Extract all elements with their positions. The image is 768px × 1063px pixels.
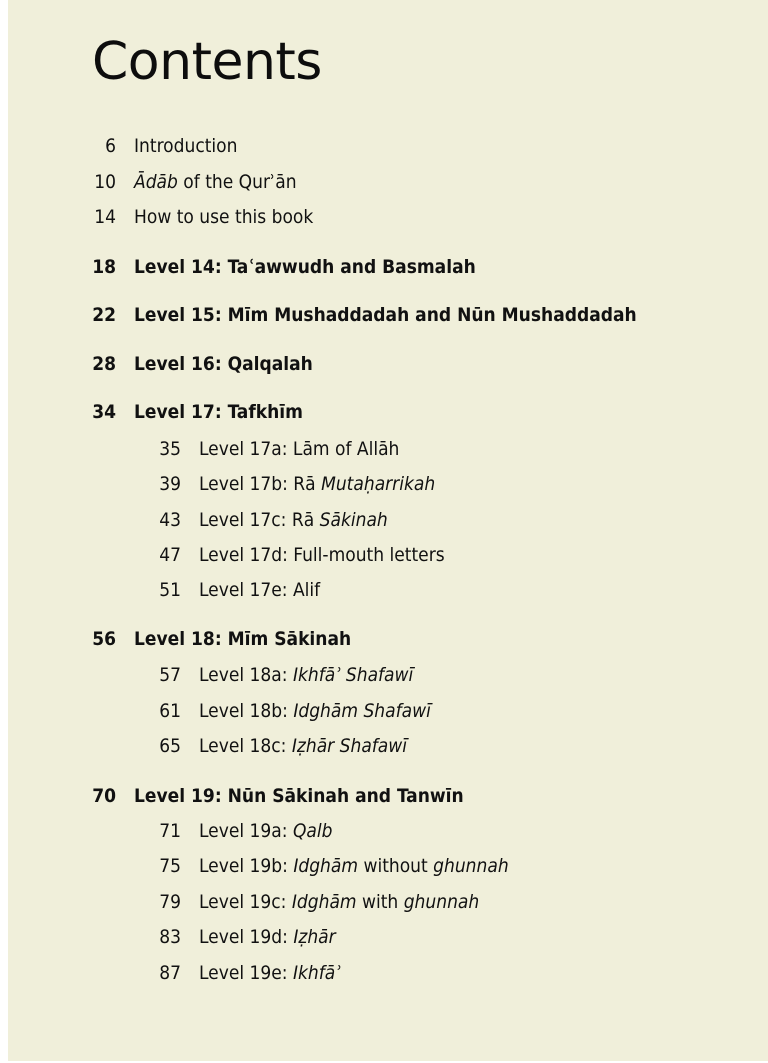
entry-title bbox=[199, 511, 388, 530]
page-number: 18 bbox=[92, 256, 116, 278]
italic-term: Ādāb bbox=[134, 171, 178, 193]
title-text: Level 18c: bbox=[199, 735, 292, 757]
page-number: 61 bbox=[159, 700, 181, 722]
page-title: Contents bbox=[92, 32, 322, 92]
entry-title bbox=[134, 630, 351, 649]
title-text: Level 18b: bbox=[199, 700, 294, 722]
entry-title bbox=[199, 546, 445, 565]
italic-term: Idghām bbox=[293, 855, 359, 877]
entry-title bbox=[134, 173, 297, 192]
page-number: 83 bbox=[159, 926, 181, 948]
title-text: Level 18: Mīm Sākinah bbox=[134, 628, 352, 650]
entry-title bbox=[199, 822, 332, 841]
entry-title bbox=[134, 306, 637, 325]
page-number: 47 bbox=[159, 544, 181, 566]
title-text: Level 14: Taʿawwudh and Basmalah bbox=[134, 256, 476, 278]
page-number: 75 bbox=[159, 855, 181, 877]
title-text: with bbox=[356, 891, 404, 913]
italic-term: Ikhfāʾ bbox=[292, 962, 341, 984]
title-text: Level 17: Tafkhīm bbox=[134, 401, 303, 423]
title-text: Level 19e: bbox=[199, 962, 293, 984]
page-number: 35 bbox=[159, 438, 181, 460]
title-text: Level 19: Nūn Sākinah and Tanwīn bbox=[134, 785, 464, 807]
title-text: How to use this book bbox=[134, 206, 314, 228]
italic-term: Sākinah bbox=[319, 509, 388, 531]
italic-term: ghunnah bbox=[433, 855, 509, 877]
page-number: 6 bbox=[105, 135, 116, 157]
title-text: Level 19d: bbox=[199, 926, 294, 948]
italic-term: Iẓhār Shafawī bbox=[291, 735, 408, 757]
page-number: 51 bbox=[159, 579, 181, 601]
title-text: Introduction bbox=[134, 135, 238, 157]
entry-title bbox=[134, 787, 464, 806]
title-text: Level 15: Mīm Mushaddadah and Nūn Mushaddadah bbox=[134, 304, 637, 326]
title-text: Level 17d: Full-mouth letters bbox=[199, 544, 445, 566]
page-number: 28 bbox=[92, 353, 116, 375]
entry-title bbox=[134, 355, 313, 374]
page-number: 71 bbox=[159, 820, 181, 842]
page-number: 79 bbox=[159, 891, 181, 913]
title-text: Level 19a: bbox=[199, 820, 293, 842]
italic-term: Qalb bbox=[292, 820, 333, 842]
italic-term: Idghām Shafawī bbox=[293, 700, 431, 722]
italic-term: ghunnah bbox=[403, 891, 480, 913]
entry-title bbox=[199, 440, 399, 459]
italic-term: Mutaḥarrikah bbox=[321, 473, 436, 495]
entry-title bbox=[134, 137, 237, 156]
page-number: 56 bbox=[92, 628, 116, 650]
title-text: Level 16: Qalqalah bbox=[134, 353, 313, 375]
page-number: 10 bbox=[94, 171, 116, 193]
title-text: Level 19c: bbox=[199, 891, 292, 913]
title-text: of the Qurʾān bbox=[177, 171, 297, 193]
entry-title bbox=[199, 702, 431, 721]
page-number: 87 bbox=[159, 962, 181, 984]
entry-title bbox=[199, 964, 341, 983]
entry-title bbox=[134, 258, 476, 277]
page-number: 70 bbox=[92, 785, 116, 807]
italic-term: Idghām bbox=[291, 891, 357, 913]
entry-title bbox=[199, 893, 479, 912]
page-number: 14 bbox=[94, 206, 116, 228]
title-text: Level 19b: bbox=[199, 855, 294, 877]
italic-term: Ikhfāʾ Shafawī bbox=[292, 664, 414, 686]
page-number: 34 bbox=[92, 401, 116, 423]
entry-title bbox=[199, 666, 413, 685]
contents-page bbox=[8, 0, 768, 1061]
entry-title bbox=[199, 475, 435, 494]
title-text: Level 17c: Rā bbox=[199, 509, 320, 531]
title-text: Level 18a: bbox=[199, 664, 293, 686]
entry-title bbox=[199, 857, 509, 876]
entry-title bbox=[199, 737, 407, 756]
title-text: Level 17e: Alif bbox=[199, 579, 321, 601]
page-number: 22 bbox=[92, 304, 116, 326]
page-number: 65 bbox=[159, 735, 181, 757]
entry-title bbox=[134, 208, 313, 227]
italic-term: Iẓhār bbox=[293, 926, 336, 948]
title-text: Level 17b: Rā bbox=[199, 473, 322, 495]
title-text: without bbox=[358, 855, 434, 877]
page-number: 57 bbox=[159, 664, 181, 686]
entry-title bbox=[134, 403, 303, 422]
entry-title bbox=[199, 581, 320, 600]
entry-title bbox=[199, 928, 336, 947]
page-number: 43 bbox=[159, 509, 181, 531]
page-number: 39 bbox=[159, 473, 181, 495]
title-text: Level 17a: Lām of Allāh bbox=[199, 438, 400, 460]
